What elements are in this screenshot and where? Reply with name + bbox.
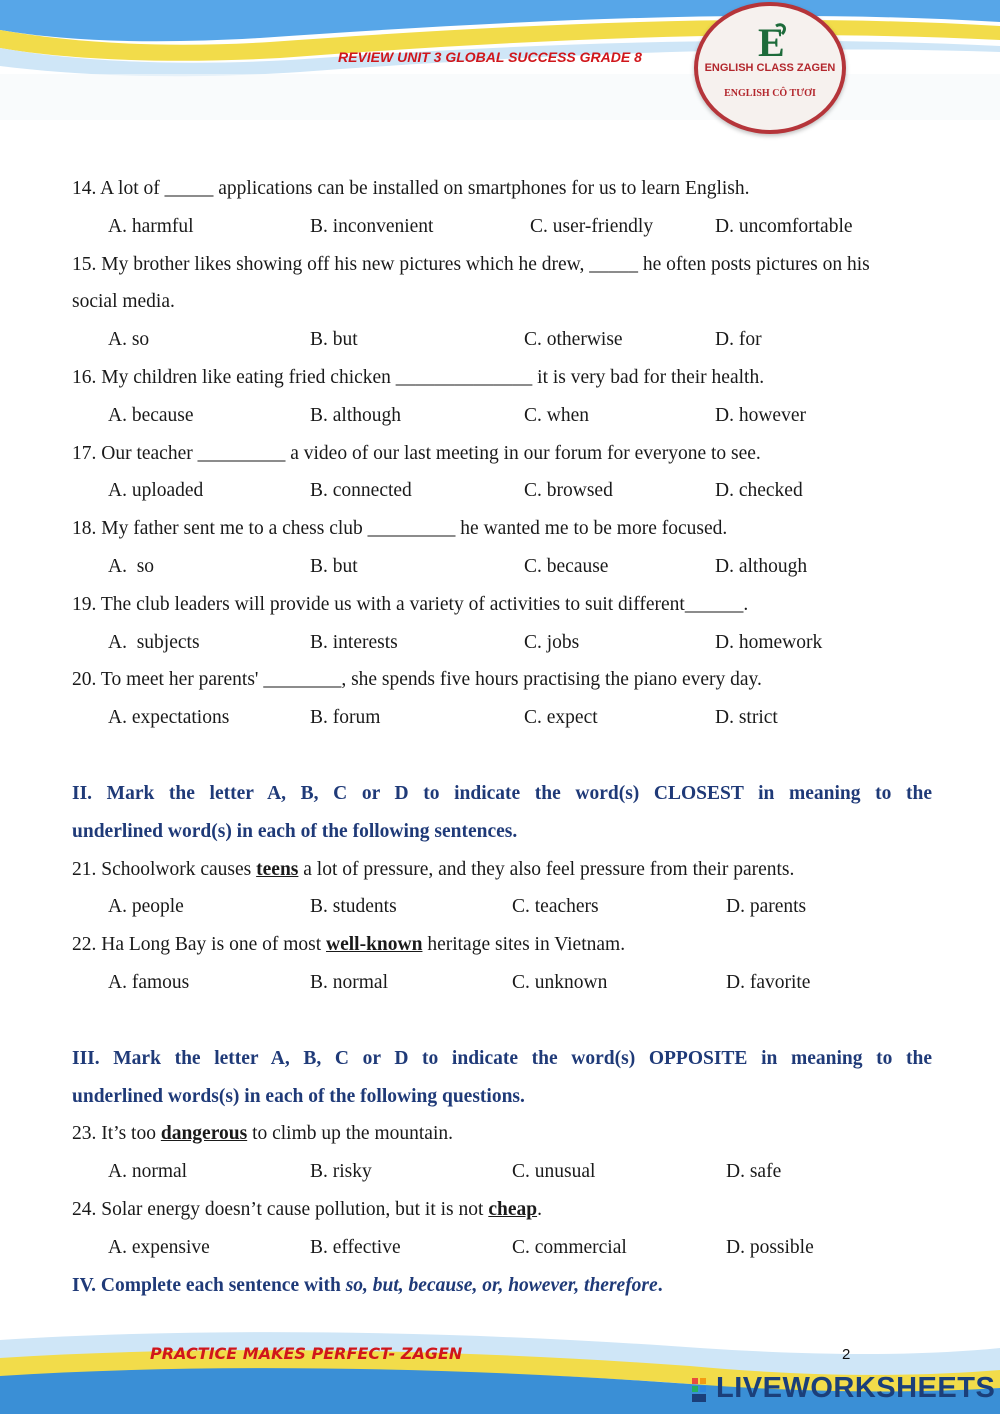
- option[interactable]: A. harmful: [108, 215, 194, 237]
- option[interactable]: B. although: [310, 404, 401, 426]
- option[interactable]: C. teachers: [512, 896, 599, 918]
- q23-underlined: dangerous: [160, 1123, 248, 1145]
- question-18: 18. My father sent me to a chess club _________ he wanted me to be more focused.: [72, 518, 728, 540]
- option[interactable]: C. browsed: [524, 480, 613, 502]
- option[interactable]: D. however: [715, 404, 806, 426]
- footer-motto: PRACTICE MAKES PERFECT- ZAGEN: [150, 1344, 463, 1363]
- section-2-heading: [72, 775, 932, 851]
- question-19: 19. The club leaders will provide us with a variety of activities to suit different______.: [72, 593, 749, 615]
- logo-text-teacher: ENGLISH CÔ TƯƠI: [724, 88, 816, 99]
- q21-pre: 21. Schoolwork causes: [72, 858, 257, 880]
- option[interactable]: C. jobs: [524, 631, 580, 653]
- option[interactable]: C. otherwise: [524, 329, 623, 351]
- option[interactable]: A. so: [108, 329, 150, 351]
- section-3-line2: underlined words(s) in each of the following questions.: [72, 1085, 525, 1107]
- question-22-options: [72, 964, 932, 1002]
- option[interactable]: C. expect: [524, 707, 598, 729]
- option[interactable]: D. possible: [726, 1236, 814, 1258]
- section-4-post: .: [657, 1274, 663, 1296]
- option[interactable]: B. but: [310, 555, 358, 577]
- option[interactable]: C. user-friendly: [530, 215, 654, 237]
- option[interactable]: B. risky: [310, 1161, 372, 1183]
- option[interactable]: D. for: [715, 329, 762, 351]
- question-23-options: [72, 1153, 932, 1191]
- option[interactable]: A. expensive: [108, 1236, 210, 1258]
- question-21-options: [72, 888, 932, 926]
- option[interactable]: B. inconvenient: [310, 215, 434, 237]
- question-16-options: [72, 397, 932, 435]
- section-2-line2: underlined word(s) in each of the following sentences.: [72, 820, 518, 842]
- question-20-options: [72, 699, 932, 737]
- question-22: [72, 926, 932, 964]
- question-16: 16. My children like eating fried chicken ______________ it is very bad for their health.: [72, 366, 765, 388]
- spacer: [72, 1002, 932, 1040]
- logo-text-class: ENGLISH CLASS ZAGEN: [704, 62, 836, 74]
- option[interactable]: A. uploaded: [108, 480, 204, 502]
- q23-post: to climb up the mountain.: [247, 1123, 453, 1145]
- section-4-words: so, but, because, or, however, therefore: [345, 1274, 658, 1296]
- q21-post: a lot of pressure, and they also feel pressure from their parents.: [298, 858, 795, 880]
- option[interactable]: C. unknown: [512, 971, 608, 993]
- question-18-options: [72, 548, 932, 586]
- page-number: 2: [842, 1346, 851, 1363]
- option[interactable]: B. forum: [310, 707, 381, 729]
- option[interactable]: D. homework: [715, 631, 823, 653]
- option[interactable]: B. students: [310, 896, 397, 918]
- section-4-heading: [72, 1267, 932, 1305]
- question-23: [72, 1115, 932, 1153]
- option[interactable]: C. because: [524, 555, 609, 577]
- question-17: 17. Our teacher _________ a video of our last meeting in our forum for everyone to see.: [72, 442, 761, 464]
- option[interactable]: C. unusual: [512, 1161, 596, 1183]
- class-logo: [694, 2, 846, 134]
- liveworksheets-brand[interactable]: [692, 1372, 995, 1405]
- q23-pre: 23. It’s too: [72, 1123, 161, 1145]
- option[interactable]: A. people: [108, 896, 184, 918]
- option[interactable]: A. because: [108, 404, 194, 426]
- q22-pre: 22. Ha Long Bay is one of most: [72, 934, 327, 956]
- question-17-options: [72, 472, 932, 510]
- option[interactable]: D. although: [715, 555, 808, 577]
- svg-text:E: E: [758, 22, 785, 62]
- option[interactable]: D. favorite: [726, 971, 811, 993]
- question-24: [72, 1191, 932, 1229]
- section-2-line1: II. Mark the letter A, B, C or D to indicate the word(s) CLOSEST in meaning to the: [72, 782, 932, 804]
- section-3-line1: III. Mark the letter A, B, C or D to indicate the word(s) OPPOSITE in meaning to the: [72, 1047, 932, 1069]
- option[interactable]: B. connected: [310, 480, 412, 502]
- option[interactable]: C. commercial: [512, 1236, 627, 1258]
- spacer: [72, 737, 932, 775]
- question-20: 20. To meet her parents' ________, she spends five hours practising the piano every day.: [72, 669, 762, 691]
- option[interactable]: A. subjects: [108, 631, 200, 653]
- q22-underlined: well-known: [326, 934, 423, 956]
- option[interactable]: D. checked: [715, 480, 803, 502]
- option[interactable]: A. so: [108, 555, 155, 577]
- q21-underlined: teens: [256, 858, 299, 880]
- option[interactable]: C. when: [524, 404, 589, 426]
- option[interactable]: D. strict: [715, 707, 778, 729]
- question-15: 15. My brother likes showing off his new pictures which he drew, _____ he often posts pictures on his: [72, 253, 870, 275]
- option[interactable]: B. effective: [310, 1236, 401, 1258]
- option[interactable]: A. famous: [108, 971, 190, 993]
- worksheet-title: REVIEW UNIT 3 GLOBAL SUCCESS GRADE 8: [338, 49, 642, 65]
- option[interactable]: A. expectations: [108, 707, 230, 729]
- section-3-heading: [72, 1040, 932, 1116]
- worksheet-body: [72, 170, 932, 1304]
- q24-pre: 24. Solar energy doesn’t cause pollution, but it is not: [72, 1198, 489, 1220]
- option[interactable]: B. interests: [310, 631, 398, 653]
- question-14: 14. A lot of _____ applications can be installed on smartphones for us to learn English.: [72, 178, 750, 199]
- q22-post: heritage sites in Vietnam.: [422, 934, 626, 956]
- question-15-options: [72, 321, 932, 359]
- question-21: [72, 851, 932, 889]
- question-14-options: [72, 208, 932, 246]
- question-19-options: [72, 624, 932, 662]
- option[interactable]: D. safe: [726, 1161, 782, 1183]
- section-4-pre: IV. Complete each sentence with: [72, 1274, 346, 1296]
- liveworksheets-brand-text: LIVEWORKSHEETS: [716, 1372, 996, 1404]
- logo-e-icon: [746, 22, 794, 62]
- option[interactable]: D. uncomfortable: [715, 215, 853, 237]
- q24-underlined: cheap: [488, 1198, 538, 1220]
- option[interactable]: B. but: [310, 329, 358, 351]
- question-15-cont: social media.: [72, 291, 175, 313]
- option[interactable]: D. parents: [726, 896, 807, 918]
- option[interactable]: A. normal: [108, 1161, 188, 1183]
- q24-post: .: [537, 1198, 542, 1220]
- option[interactable]: B. normal: [310, 971, 388, 993]
- question-24-options: [72, 1229, 932, 1267]
